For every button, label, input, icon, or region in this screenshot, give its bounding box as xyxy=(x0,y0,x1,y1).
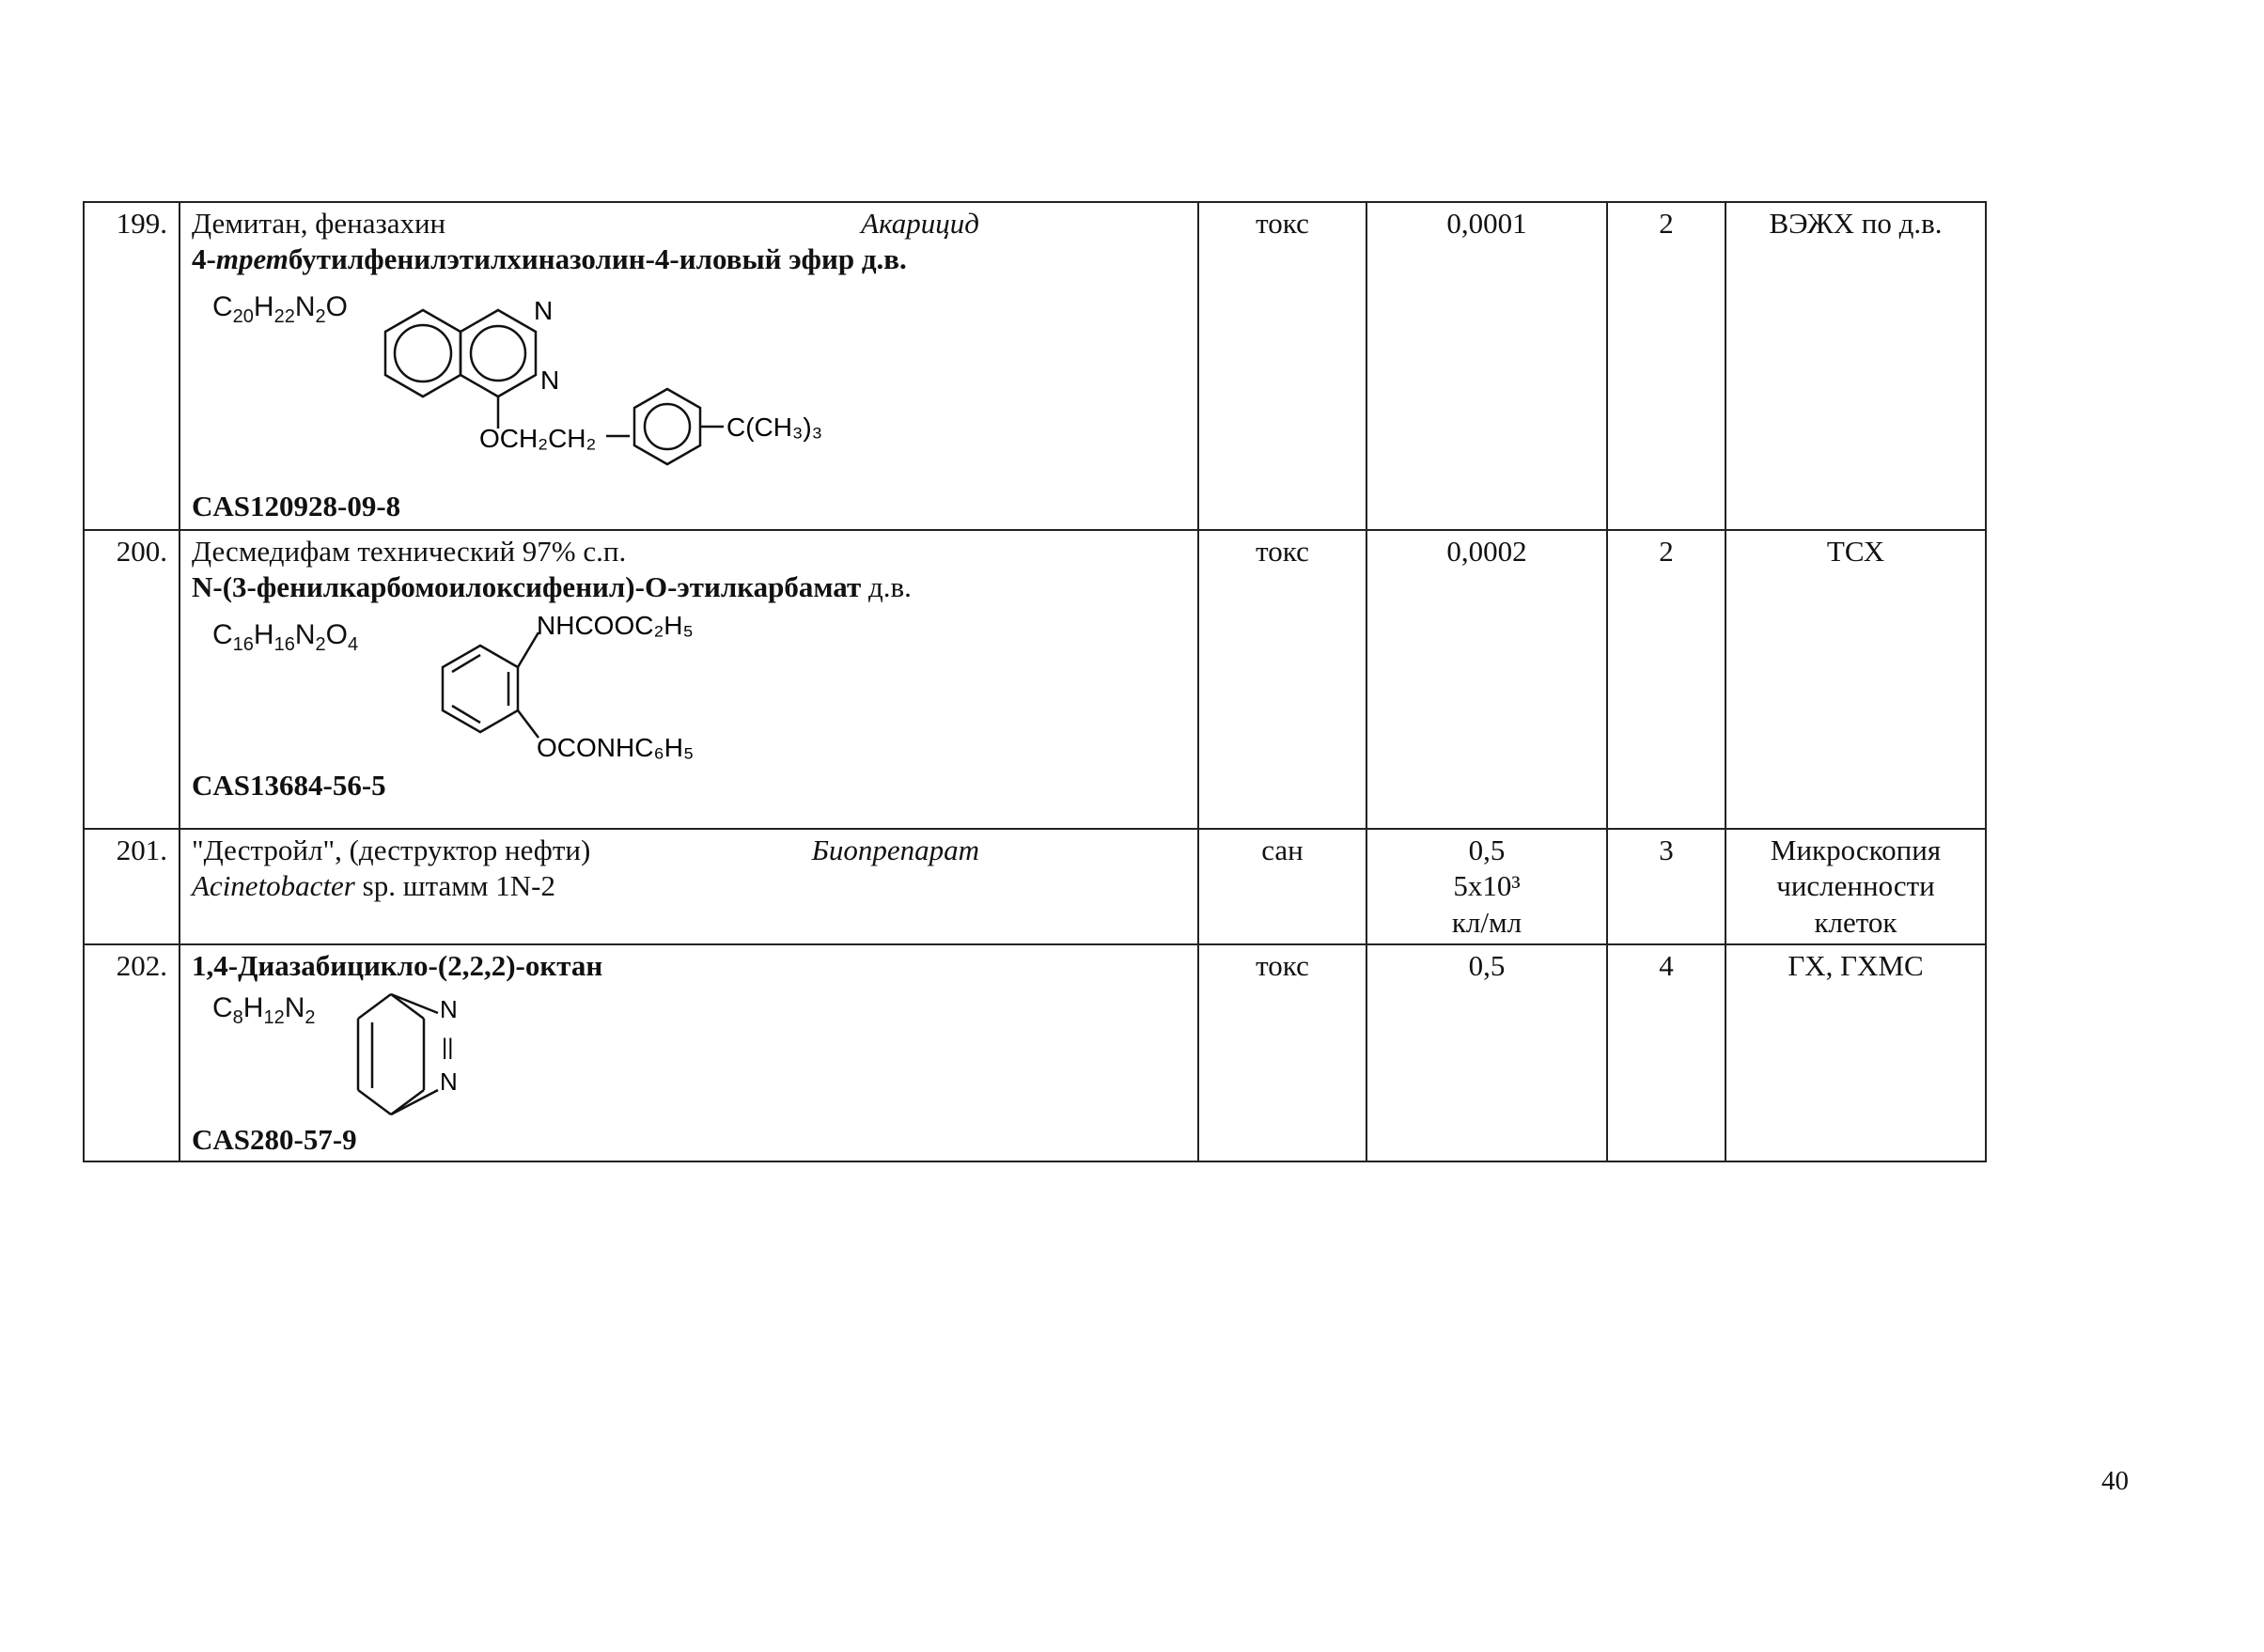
cas-number: CAS280-57-9 xyxy=(192,1122,357,1156)
row-number: 199. xyxy=(84,202,180,530)
substance-name: 1,4-Диазабицикло-(2,2,2)-октан xyxy=(192,949,603,983)
hazard-class: 2 xyxy=(1607,202,1725,530)
row-number: 200. xyxy=(84,530,180,829)
atom-label: OCONHC₆H₅ xyxy=(537,732,695,762)
substance-cell xyxy=(180,829,1198,944)
chemical-name: 4-третбутилфенилэтилхиназолин-4-иловый эфир д.в. xyxy=(192,242,907,276)
cas-number: CAS120928-09-8 xyxy=(192,489,401,522)
hazard-class: 3 xyxy=(1607,829,1725,944)
structure-diagram xyxy=(316,985,598,1126)
substance-category: Акарицид xyxy=(861,207,979,240)
bond-label: || xyxy=(441,1034,453,1060)
indicator: токс xyxy=(1198,530,1366,829)
structure-diagram xyxy=(348,278,930,475)
indicator: сан xyxy=(1198,829,1366,944)
page-number: 40 xyxy=(2101,1466,2129,1496)
hazard-class: 4 xyxy=(1607,944,1725,1161)
molecular-formula: $C_{20}H_{22}N_2O$ xyxy=(212,290,348,327)
molecular-formula: $C_8H_{12}N_2$ xyxy=(212,991,316,1028)
atom-label: N xyxy=(439,994,458,1023)
organism-strain: Acinetobacter sp. штамм 1N-2 xyxy=(192,869,555,903)
substance-category: Биопрепарат xyxy=(811,834,979,866)
substance-cell xyxy=(180,530,1198,829)
atom-label: N xyxy=(539,365,560,395)
atom-label: C(CH₃)₃ xyxy=(726,412,823,442)
standard-value: 0,0002 xyxy=(1366,530,1607,829)
analysis-method: ВЭЖХ по д.в. xyxy=(1725,202,1986,530)
atom-label: N xyxy=(439,1067,458,1096)
substance-name: "Дестройл", (деструктор нефти) xyxy=(192,834,591,866)
atom-label: OCH₂CH₂ xyxy=(478,423,597,453)
table-row xyxy=(84,829,1986,944)
substance-name: Демитан, феназахин xyxy=(192,207,446,240)
indicator: токс xyxy=(1198,202,1366,530)
hazard-class: 2 xyxy=(1607,530,1725,829)
analysis-method: ТСХ xyxy=(1725,530,1986,829)
table-row xyxy=(84,530,1986,829)
indicator: токс xyxy=(1198,944,1366,1161)
table-row xyxy=(84,202,1986,530)
structure-diagram xyxy=(358,606,847,766)
row-number: 201. xyxy=(84,829,180,944)
atom-label: N xyxy=(533,295,554,325)
row-number: 202. xyxy=(84,944,180,1161)
substance-cell xyxy=(180,202,1198,530)
substance-name: Десмедифам технический 97% с.п. xyxy=(192,535,627,568)
substances-table xyxy=(83,201,1987,1162)
substance-cell xyxy=(180,944,1198,1161)
analysis-method: Микроскопия численности клеток xyxy=(1725,829,1986,944)
atom-label: NHCOOC₂H₅ xyxy=(537,610,694,640)
table-row xyxy=(84,944,1986,1161)
standard-value: 0,0001 xyxy=(1366,202,1607,530)
standard-value: 0,5 xyxy=(1366,944,1607,1161)
cas-number: CAS13684-56-5 xyxy=(192,768,386,802)
analysis-method: ГХ, ГХМС xyxy=(1725,944,1986,1161)
chemical-name: N-(3-фенилкарбомоилоксифенил)-О-этилкарбамат д.в. xyxy=(192,570,912,604)
molecular-formula: $C_{16}H_{16}N_2O_4$ xyxy=(212,618,359,655)
standard-value: 0,5 5x10³ кл/мл xyxy=(1366,829,1607,944)
